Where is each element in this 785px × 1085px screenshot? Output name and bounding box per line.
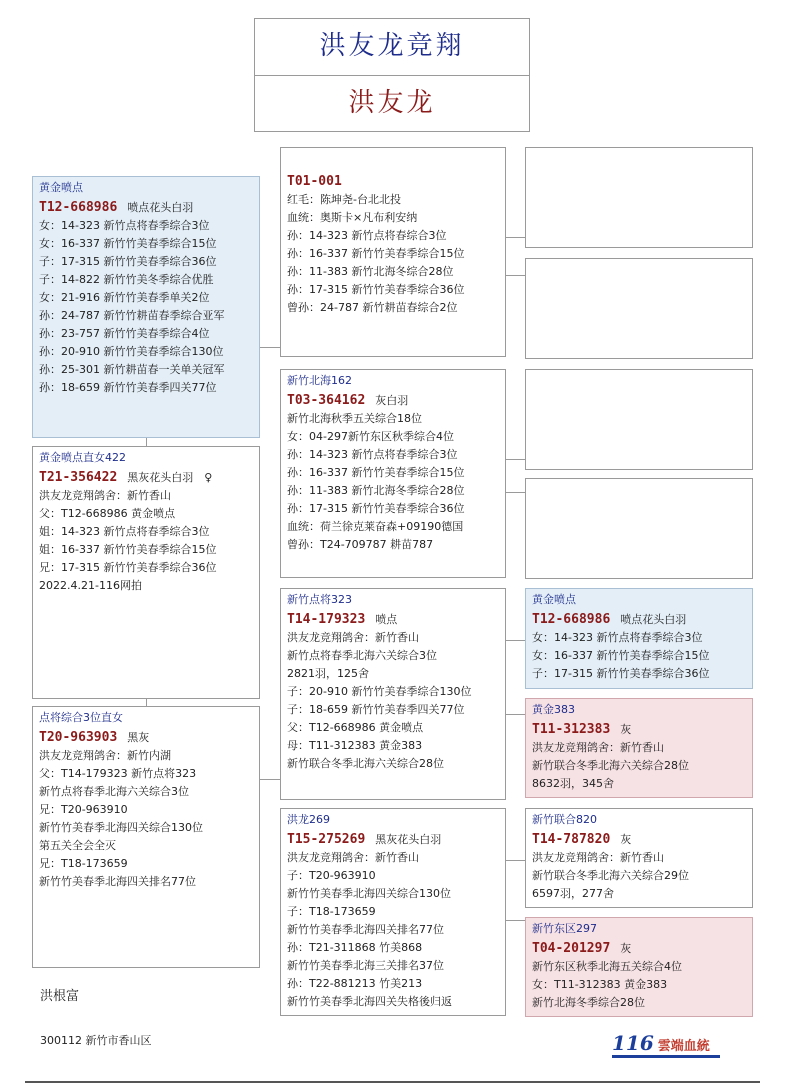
logo-underline bbox=[612, 1055, 720, 1058]
record-line: 新竹北海秋季五关综合18位 bbox=[287, 412, 422, 425]
ring-number: T15-275269 bbox=[287, 832, 366, 847]
record-line: 洪友龙竞翔鸽舍：新竹香山 bbox=[39, 489, 171, 502]
record-line: 第五关全会全灭 bbox=[39, 839, 116, 852]
record-line: 洪友龙竞翔鸽舍：新竹香山 bbox=[532, 851, 664, 864]
record-line: 子：17-315 新竹竹美春季综合36位 bbox=[39, 255, 217, 268]
ring-number: T14-179323 bbox=[287, 612, 366, 627]
record-line: 孙：25-301 新竹耕苗春一关单关冠军 bbox=[39, 363, 225, 376]
title-box bbox=[254, 18, 530, 132]
record-line: 女：16-337 新竹竹美春季综合15位 bbox=[39, 237, 217, 250]
record-line: 血统：奥斯卡×凡布利安纳 bbox=[287, 211, 418, 224]
record-line: 姐：14-323 新竹点将春季综合3位 bbox=[39, 525, 210, 538]
subject-pigeon-card bbox=[32, 176, 260, 438]
record-line: 8632羽，345舍 bbox=[532, 777, 614, 790]
grandparent-pigeon-card bbox=[525, 917, 753, 1017]
ring-number: T21-356422 bbox=[39, 470, 118, 485]
plumage-color: 灰 bbox=[620, 833, 632, 846]
ring-number: T04-201297 bbox=[532, 941, 611, 956]
offspring-pigeon-card bbox=[32, 706, 260, 968]
record-line: 孙：20-910 新竹竹美春季综合130位 bbox=[39, 345, 224, 358]
record-line: 女：14-323 新竹点将春季综合3位 bbox=[39, 219, 210, 232]
ring-number: T12-668986 bbox=[39, 200, 118, 215]
record-line: 子：20-910 新竹竹美春季综合130位 bbox=[287, 685, 472, 698]
owner-address: 300112 新竹市香山区 bbox=[40, 1034, 152, 1047]
connector-line bbox=[505, 237, 525, 238]
record-line: 子：18-659 新竹竹美春季四关77位 bbox=[287, 703, 465, 716]
pigeon-name: 黄金喷点直女422 bbox=[39, 451, 126, 464]
pigeon-name: 黄金383 bbox=[532, 703, 575, 716]
plumage-color: 喷点 bbox=[375, 613, 398, 626]
record-line: 洪友龙竞翔鸽舍：新竹香山 bbox=[287, 851, 419, 864]
pigeon-name: 新竹北海162 bbox=[287, 374, 352, 387]
plumage-color: 喷点花头白羽 bbox=[127, 201, 194, 214]
record-line: 兄：T20-963910 bbox=[39, 803, 128, 816]
pigeon-name: 新竹东区297 bbox=[532, 922, 597, 935]
ring-number: T20-963903 bbox=[39, 730, 118, 745]
record-line: 子：T18-173659 bbox=[287, 905, 376, 918]
record-line: 新竹联合冬季北海六关综合28位 bbox=[287, 757, 444, 770]
record-line: 洪友龙竞翔鸽舍：新竹香山 bbox=[532, 741, 664, 754]
grandparent-pigeon-card bbox=[525, 588, 753, 689]
empty-pedigree-box bbox=[525, 258, 753, 359]
record-line: 孙：16-337 新竹竹美春季综合15位 bbox=[287, 247, 465, 260]
mate-pigeon-card bbox=[280, 808, 506, 1016]
record-line: 孙：11-383 新竹北海冬综合28位 bbox=[287, 265, 454, 278]
pigeon-name: 黄金喷点 bbox=[39, 181, 83, 194]
record-line: 孙：11-383 新竹北海冬季综合28位 bbox=[287, 484, 465, 497]
grandparent-pigeon-card bbox=[525, 698, 753, 798]
record-line: 孙：14-323 新竹点将春季综合3位 bbox=[287, 448, 458, 461]
logo-text: 雲端血統 bbox=[657, 1039, 710, 1054]
connector-line bbox=[505, 640, 525, 641]
record-line: 洪友龙竞翔鸽舍：新竹香山 bbox=[287, 631, 419, 644]
record-line: 2821羽，125舍 bbox=[287, 667, 369, 680]
connector-line bbox=[505, 459, 525, 460]
record-line: 孙：T22-881213 竹美213 bbox=[287, 977, 423, 990]
record-line: 新竹竹美春季北海三关排名37位 bbox=[287, 959, 444, 972]
record-line: 孙：17-315 新竹竹美春季综合36位 bbox=[287, 502, 465, 515]
record-line: 新竹竹美春季北海四关失格後归返 bbox=[287, 995, 452, 1008]
record-line: 母：T11-312383 黄金383 bbox=[287, 739, 423, 752]
record-line: 新竹点将春季北海六关综合3位 bbox=[287, 649, 437, 662]
record-line: 新竹竹美春季北海四关综合130位 bbox=[39, 821, 203, 834]
logo-number: 116 bbox=[612, 1031, 654, 1055]
record-line: 新竹联合冬季北海六关综合28位 bbox=[532, 759, 689, 772]
record-line: 新竹联合冬季北海六关综合29位 bbox=[532, 869, 689, 882]
record-line: 父：T12-668986 黄金喷点 bbox=[287, 721, 424, 734]
plumage-color: 黑灰 bbox=[127, 731, 150, 744]
plumage-color: 灰 bbox=[620, 723, 632, 736]
plumage-color: 黑灰花头白羽 ♀ bbox=[127, 471, 213, 484]
pigeon-name: 点将综合3位直女 bbox=[39, 711, 123, 724]
pigeon-name: 新竹联合820 bbox=[532, 813, 597, 826]
record-line: 姐：16-337 新竹竹美春季综合15位 bbox=[39, 543, 217, 556]
bottom-rule bbox=[25, 1081, 760, 1083]
record-line: 女：21-916 新竹竹美春季单关2位 bbox=[39, 291, 210, 304]
record-line: 新竹竹美春季北海四关排名77位 bbox=[39, 875, 196, 888]
loft-title: 洪友龙竞翔 bbox=[255, 19, 529, 76]
connector-line bbox=[259, 779, 280, 780]
record-line: 女：04-297新竹东区秋季综合4位 bbox=[287, 430, 454, 443]
record-line: 子：17-315 新竹竹美春季综合36位 bbox=[532, 667, 710, 680]
record-line: 新竹北海冬季综合28位 bbox=[532, 996, 645, 1009]
record-line: 孙：17-315 新竹竹美春季综合36位 bbox=[287, 283, 465, 296]
empty-pedigree-box bbox=[525, 147, 753, 248]
record-line: 洪友龙竞翔鸽舍：新竹内湖 bbox=[39, 749, 171, 762]
plumage-color: 灰白羽 bbox=[375, 394, 409, 407]
connector-line bbox=[505, 492, 525, 493]
record-line: 父：T14-179323 新竹点将323 bbox=[39, 767, 197, 780]
connector-line bbox=[505, 275, 525, 276]
plumage-color: 灰 bbox=[620, 942, 632, 955]
pigeon-name: 黄金喷点 bbox=[532, 593, 576, 606]
record-line: 新竹竹美春季北海四关排名77位 bbox=[287, 923, 444, 936]
record-line: 子：T20-963910 bbox=[287, 869, 376, 882]
brand-logo bbox=[612, 1031, 722, 1057]
plumage-color: 黑灰花头白羽 bbox=[375, 833, 442, 846]
record-line: 孙：24-787 新竹竹耕苗春季综合亚军 bbox=[39, 309, 225, 322]
record-line: 新竹竹美春季北海四关综合130位 bbox=[287, 887, 451, 900]
record-line: 孙：18-659 新竹竹美春季四关77位 bbox=[39, 381, 217, 394]
record-line: 女：14-323 新竹点将春季综合3位 bbox=[532, 631, 703, 644]
empty-pedigree-box bbox=[525, 369, 753, 470]
pigeon-name: 新竹点将323 bbox=[287, 593, 352, 606]
owner-name: 洪根富 bbox=[40, 989, 80, 1004]
record-line: 新竹东区秋季北海五关综合4位 bbox=[532, 960, 682, 973]
connector-line bbox=[505, 860, 525, 861]
record-line: 父：T12-668986 黄金喷点 bbox=[39, 507, 176, 520]
connector-line bbox=[505, 920, 525, 921]
pigeon-name: 洪龙269 bbox=[287, 813, 330, 826]
record-line: 女：16-337 新竹竹美春季综合15位 bbox=[532, 649, 710, 662]
record-line: 孙：16-337 新竹竹美春季综合15位 bbox=[287, 466, 465, 479]
record-line: 孙：14-323 新竹点将春综合3位 bbox=[287, 229, 447, 242]
ring-number: T01-001 bbox=[287, 174, 342, 189]
connector-line bbox=[259, 347, 280, 348]
connector-line bbox=[146, 437, 147, 446]
record-line: 孙：23-757 新竹竹美春季综合4位 bbox=[39, 327, 210, 340]
record-line: 红毛：陈坤尧-台北北投 bbox=[287, 193, 401, 206]
record-line: 兄：17-315 新竹竹美春季综合36位 bbox=[39, 561, 217, 574]
sibling-pigeon-card bbox=[32, 446, 260, 699]
pigeon-owner-title: 洪友龙 bbox=[348, 88, 436, 118]
plumage-color: 喷点花头白羽 bbox=[620, 613, 687, 626]
ring-number: T12-668986 bbox=[532, 612, 611, 627]
record-line: 女：T11-312383 黄金383 bbox=[532, 978, 668, 991]
record-line: 孙：T21-311868 竹美868 bbox=[287, 941, 423, 954]
ring-number: T14-787820 bbox=[532, 832, 611, 847]
ring-number: T11-312383 bbox=[532, 722, 611, 737]
dam-pigeon-card bbox=[280, 369, 506, 578]
sire-pigeon-card bbox=[280, 147, 506, 357]
connector-line bbox=[146, 698, 147, 706]
record-line: 曾孙：T24-709787 耕苗787 bbox=[287, 538, 434, 551]
record-line: 兄：T18-173659 bbox=[39, 857, 128, 870]
connector-line bbox=[505, 714, 525, 715]
empty-pedigree-box bbox=[525, 478, 753, 579]
ring-number: T03-364162 bbox=[287, 393, 366, 408]
record-line: 曾孙：24-787 新竹耕苗春综合2位 bbox=[287, 301, 458, 314]
record-line: 子：14-822 新竹竹美冬季综合优胜 bbox=[39, 273, 214, 286]
record-line: 血统：荷兰徐克莱奋森+09190德国 bbox=[287, 520, 464, 533]
record-line: 6597羽，277舍 bbox=[532, 887, 614, 900]
grandparent-pigeon-card bbox=[525, 808, 753, 908]
record-line: 新竹点将春季北海六关综合3位 bbox=[39, 785, 189, 798]
record-line: 2022.4.21-116网拍 bbox=[39, 579, 142, 592]
mate-pigeon-card bbox=[280, 588, 506, 800]
